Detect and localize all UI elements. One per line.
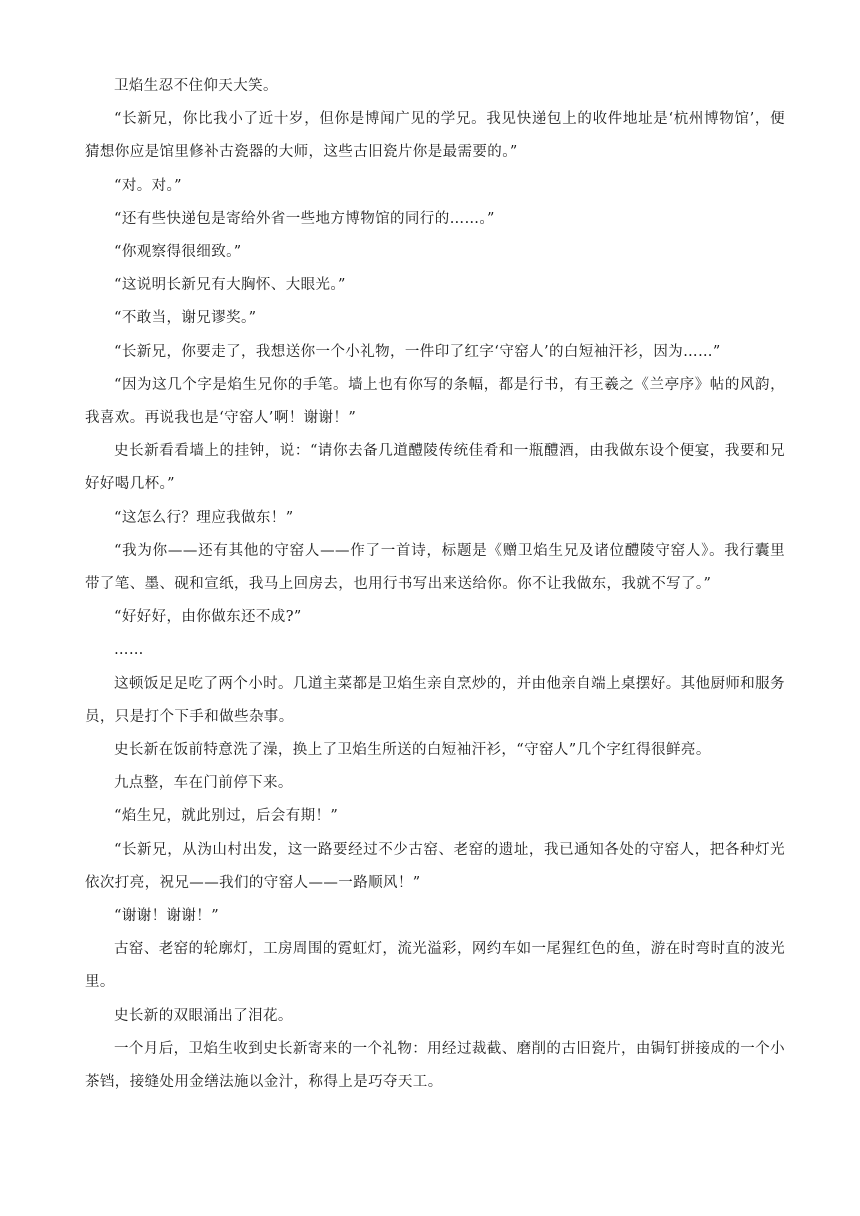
ellipsis-line: …… xyxy=(114,642,144,659)
paragraph: 这顿饭足足吃了两个小时。几道主菜都是卫焰生亲自烹炒的，并由他亲自端上桌摆好。其他厨师和服务员，只是打个下手和做些杂事。 xyxy=(85,675,785,725)
paragraph: “焰生兄，就此别过，后会有期！” xyxy=(114,808,339,825)
paragraph: “好好好，由你做东还不成?” xyxy=(114,609,302,626)
paragraph: “不敢当，谢兄谬奖。” xyxy=(114,310,257,327)
paragraph: 史长新的双眼涌出了泪花。 xyxy=(114,1007,293,1024)
paragraph: “这说明长新兄有大胸怀、大眼光。” xyxy=(114,277,346,294)
paragraph: 史长新在饭前特意洗了澡，换上了卫焰生所送的白短袖汗衫，“守窑人”几个字红得很鲜亮。 xyxy=(114,742,711,759)
paragraph: “长新兄，你要走了，我想送你一个小礼物，一件印了红字‘守窑人’的白短袖汗衫，因为……” xyxy=(114,343,721,360)
paragraph: 九点整，车在门前停下来。 xyxy=(114,775,293,792)
paragraph: “对。对。” xyxy=(114,177,182,194)
story-text xyxy=(85,70,785,1099)
paragraph: “这怎么行？理应我做东！” xyxy=(114,509,294,526)
paragraph: 史长新看看墙上的挂钟，说：“请你去备几道醴陵传统佳肴和一瓶醴酒，由我做东设个便宴，我要和兄好好喝几杯。” xyxy=(85,443,785,493)
paragraph: “因为这几个字是焰生兄你的手笔。墙上也有你写的条幅，都是行书，有王羲之《兰亭序》帖的风韵，我喜欢。再说我也是‘守窑人’啊！谢谢！” xyxy=(85,376,785,427)
paragraph: “谢谢！谢谢！” xyxy=(114,908,220,925)
paragraph: “长新兄，从沩山村出发，这一路要经过不少古窑、老窑的遗址，我已通知各处的守窑人，把各种灯光依次打亮，祝兄——我们的守窑人——一路顺风！” xyxy=(85,841,785,891)
paragraph: “我为你——还有其他的守窑人——作了一首诗，标题是《赠卫焰生兄及诸位醴陵守窑人》。我行囊里带了笔、墨、砚和宣纸，我马上回房去，也用行书写出来送给你。你不让我做东，我就不写了。” xyxy=(85,542,785,593)
paragraph: 卫焰生忍不住仰天大笑。 xyxy=(114,78,278,94)
paragraph: “你观察得很细致。” xyxy=(114,244,242,261)
paragraph: “长新兄，你比我小了近十岁，但你是博闻广见的学兄。我见快递包上的收件地址是‘杭州博物馆’，便猜想你应是馆里修补古瓷器的大师，这些古旧瓷片你是最需要的。” xyxy=(85,111,785,161)
paragraph: “还有些快递包是寄给外省一些地方博物馆的同行的……。” xyxy=(114,210,495,227)
paragraph: 一个月后，卫焰生收到史长新寄来的一个礼物：用经过裁截、磨削的古旧瓷片，由锔钉拼接成的一个小茶铛，接缝处用金缮法施以金汁，称得上是巧夺天工。 xyxy=(85,1040,785,1091)
paragraph: 古窑、老窑的轮廓灯，工房周围的霓虹灯，流光溢彩，网约车如一尾猩红色的鱼，游在时弯时直的波光里。 xyxy=(85,941,785,991)
